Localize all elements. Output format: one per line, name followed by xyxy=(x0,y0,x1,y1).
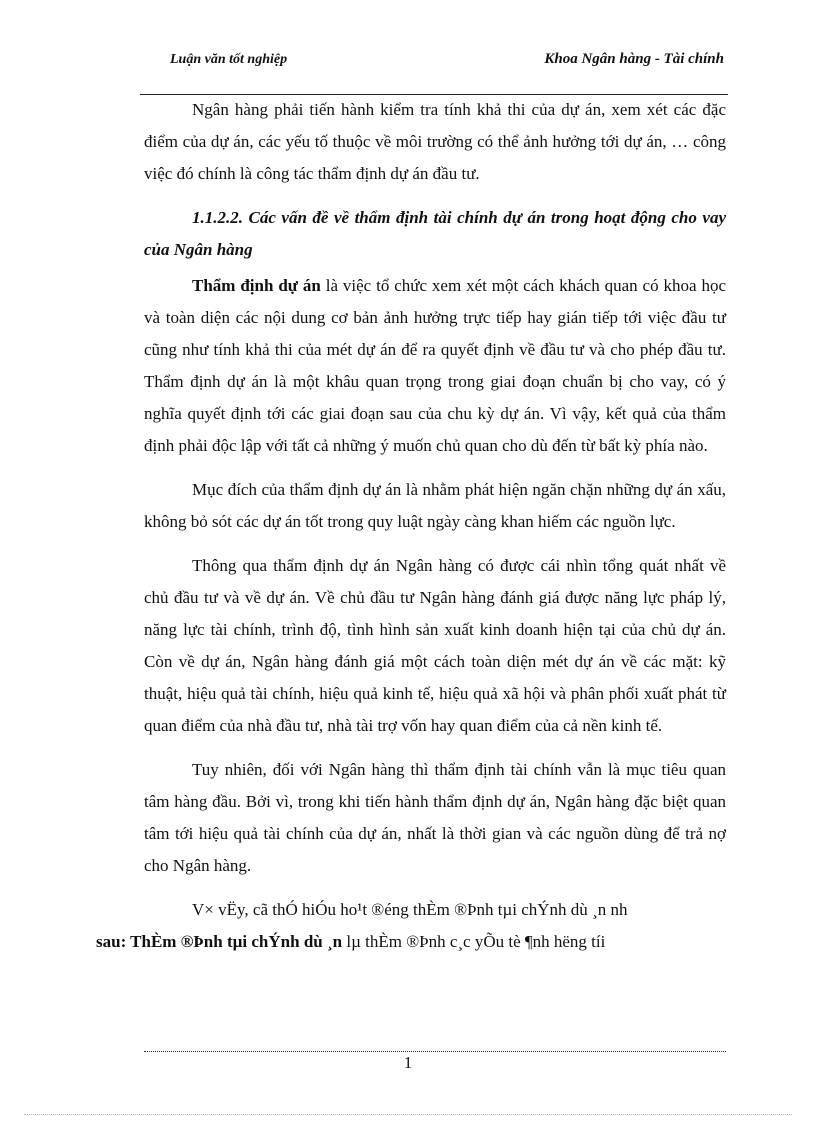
paragraph-5: Tuy nhiên, đối với Ngân hàng thì thẩm định tài chính vẫn là mục tiêu quan tâm hàng đầu. Bởi vì, trong khi tiến hành thẩm định dự án, Ngân hàng đặc biệt quan tâm tới hiệu quả tài chính của dự án, nhất là thời gian và các nguồn dùng để trả nợ cho Ngân hàng. xyxy=(144,760,726,875)
paragraph-6-bold-term: sau: ThÈm ®Þnh tµi chÝnh dù ¸n xyxy=(96,932,343,951)
page-bottom-border xyxy=(24,1114,792,1115)
paragraph-6-text: lµ thÈm ®Þnh c¸c yÕu tè ¶nh hëng tíi xyxy=(342,932,606,951)
section-heading: 1.1.2.2. Các vấn đề về thẩm định tài chính dự án trong hoạt động cho vay của Ngân hàng xyxy=(144,208,726,259)
paragraph-6-line-1: V× vËy, cã thÓ hiÓu ho¹t ®éng thÈm ®Þnh tµi chÝnh dù ¸n nh xyxy=(192,900,628,919)
document-body xyxy=(96,94,726,958)
paragraph-3: Mục đích của thẩm định dự án là nhằm phát hiện ngăn chặn những dự án xấu, không bỏ sót các dự án tốt trong quy luật ngày càng khan hiếm các nguồn lực. xyxy=(144,480,726,531)
paragraph-2-bold-term: Thẩm định dự án xyxy=(192,276,321,295)
header-right-title: Khoa Ngân hàng - Tài chính xyxy=(544,51,724,67)
paragraph-1: Ngân hàng phải tiến hành kiểm tra tính khả thi của dự án, xem xét các đặc điểm của dự án, các yếu tố thuộc về môi trường có thể ảnh hưởng tới dự án, … công việc đó chính là công tác thẩm định dự án đầu tư. xyxy=(144,100,726,183)
footer-divider xyxy=(144,1051,726,1052)
paragraph-6 xyxy=(96,894,726,958)
page-header xyxy=(140,48,728,96)
paragraph-2-text: là việc tổ chức xem xét một cách khách quan có khoa học và toàn diện các nội dung cơ bản ảnh hưởng trực tiếp hay gián tiếp tới việc đầu tư cũng như tính khả thi của mét dự án để ra quyết định về đầu tư và cho phép đầu tư. Thẩm định dự án là một khâu quan trọng trong giai đoạn chuẩn bị cho vay, có ý nghĩa quyết định tới các giai đoạn sau của chu kỳ dự án. Vì vậy, kết quả của thẩm định phải độc lập với tất cả những ý muốn chủ quan cho dù đến từ bất kỳ phía nào. xyxy=(144,276,726,455)
paragraph-4: Thông qua thẩm định dự án Ngân hàng có được cái nhìn tổng quát nhất về chủ đầu tư và về dự án. Về chủ đầu tư Ngân hàng đánh giá được năng lực pháp lý, năng lực tài chính, trình độ, tình hình sản xuất kinh doanh hiện tại của chủ dự án. Còn về dự án, Ngân hàng đánh giá một cách toàn diện mét dự án về các mặt: kỹ thuật, hiệu quả tài chính, hiệu quả kinh tế, hiệu quả xã hội và phân phối xuất phát từ quan điểm của nhà đầu tư, nhà tài trợ vốn hay quan điểm của cả nền kinh tế. xyxy=(144,556,726,735)
header-left-title: Luận văn tốt nghiệp xyxy=(170,52,288,67)
page-number: 1 xyxy=(403,1053,413,1072)
paragraph-2 xyxy=(144,270,726,462)
